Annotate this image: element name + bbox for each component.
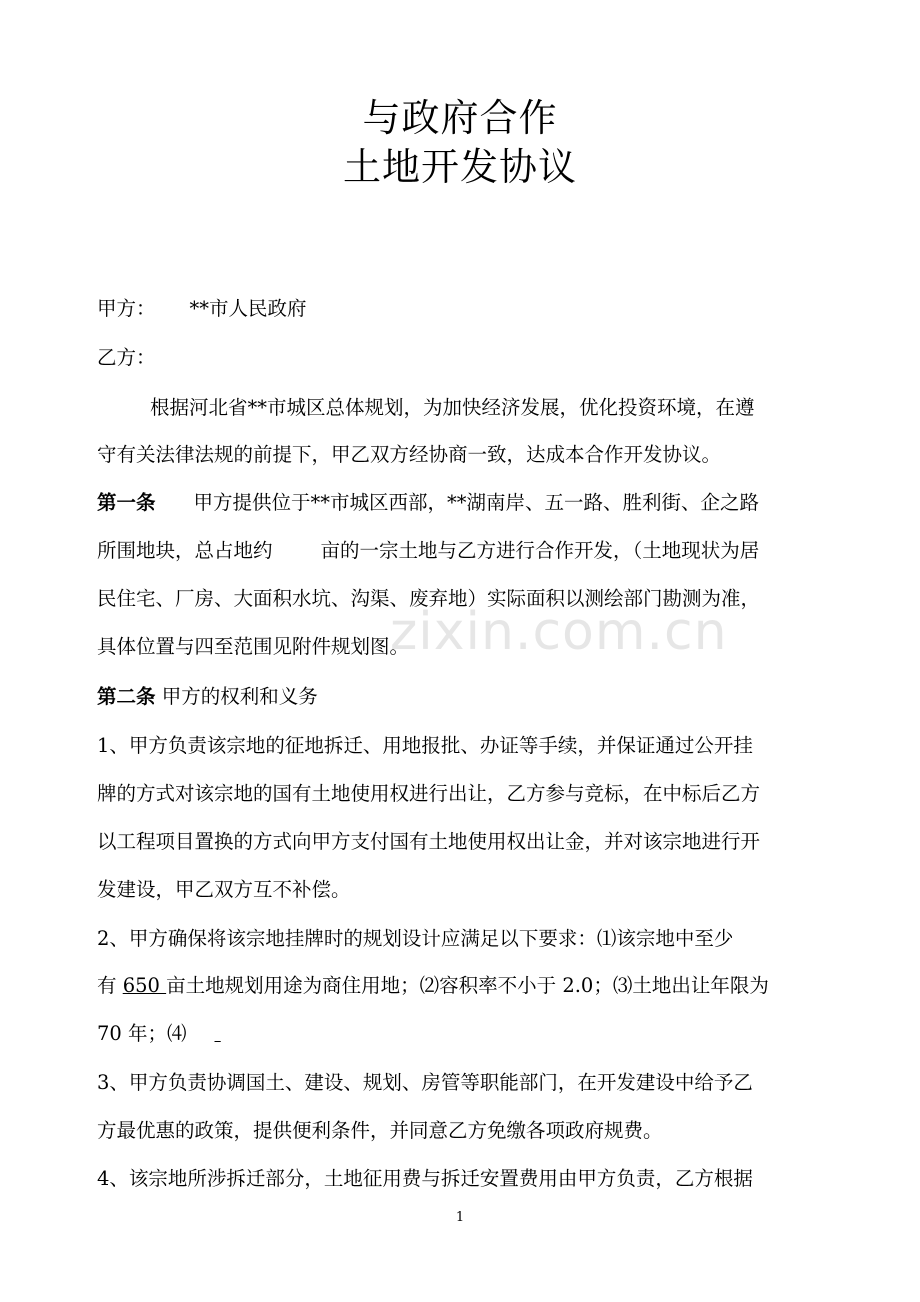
article2-text: 亩土地规划用途为商住用地；⑵容积率不小于 2.0；⑶土地出让年限为 [166,974,769,997]
article1-line: 民住宅、厂房、大面积水坑、沟渠、废弃地）实际面积以测绘部门勘测为准， [97,587,761,610]
article2-item4-line: 4、该宗地所涉拆迁部分，土地征用费与拆迁安置费用由甲方负责，乙方根据 [97,1167,753,1190]
article2-heading-line [97,684,827,710]
article1-line [97,490,827,516]
article1-text: 亩的一宗土地与乙方进行合作开发，（土地现状为居 [320,539,760,562]
party-a-label: 甲方： [97,297,156,320]
watermark: zixin.com.cn [390,602,728,662]
article2-item1-line: 牌的方式对该宗地的国有土地使用权进行出让，乙方参与竞标，在中标后乙方 [97,782,761,805]
article1-text: 甲方提供位于**市城区西部，**湖南岸、五一路、胜利街、企之路 [193,491,760,514]
article1-text: 所围地块，总占地约 [97,539,273,562]
article2-item2-line [97,1021,827,1047]
commercial-area-value: 650 [122,974,167,997]
article2-item1-line: 1、甲方负责该宗地的征地拆迁、用地报批、办证等手续，并保证通过公开挂 [97,734,753,757]
article2-text: 70 年；⑷ [97,1022,187,1045]
party-a-value: **市人民政府 [189,297,307,320]
article2-item3-line: 3、甲方负责协调国土、建设、规划、房管等职能部门，在开发建设中给予乙 [97,1071,753,1094]
item4-blank [215,1021,269,1047]
article2-heading: 第二条 [97,685,156,708]
article2-item2-line: 2、甲方确保将该宗地挂牌时的规划设计应满足以下要求：⑴该宗地中至少 [97,927,734,950]
article2-text: 有 [97,974,123,997]
article1-line [97,538,827,564]
article1-heading: 第一条 [97,491,156,514]
page-number: 1 [455,1210,465,1225]
article1-line: 具体位置与四至范围见附件规划图。 [97,635,410,658]
document-title-line2: 土地开发协议 [342,145,577,189]
article2-title: 甲方的权利和义务 [161,685,318,708]
article2-item1-line: 以工程项目置换的方式向甲方支付国有土地使用权出让金，并对该宗地进行开 [97,830,761,853]
party-b-label: 乙方： [97,346,156,369]
preamble-line: 根据河北省**市城区总体规划，为加快经济发展，优化投资环境，在遵 [150,396,755,419]
party-a-line [97,296,827,322]
preamble-line: 守有关法律法规的前提下，甲乙双方经协商一致，达成本合作开发协议。 [97,443,722,466]
document-title-line1: 与政府合作 [362,96,558,140]
article2-item3-line: 方最优惠的政策，提供便利条件，并同意乙方免缴各项政府规费。 [97,1119,663,1142]
article2-item2-line [97,973,827,999]
article2-item1-line: 发建设，甲乙双方互不补偿。 [97,878,351,901]
